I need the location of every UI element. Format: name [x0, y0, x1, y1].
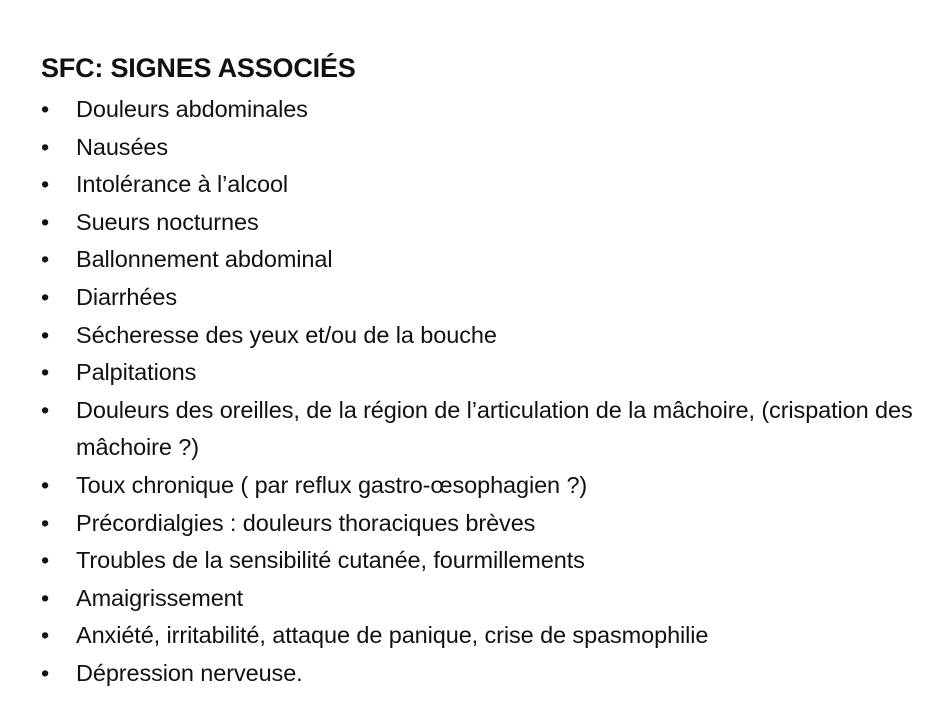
list-item-text: Dépression nerveuse. [76, 659, 303, 686]
bullet-marker: • [41, 659, 50, 686]
list-item [41, 392, 921, 467]
list-item [41, 655, 921, 693]
list-item-text: Douleurs abdominales [76, 96, 308, 122]
bullet-marker: • [41, 396, 50, 423]
list-item-text: Amaigrissement [76, 584, 244, 611]
bullet-marker: • [41, 509, 50, 536]
bullet-marker: • [41, 283, 50, 310]
bullet-marker: • [41, 622, 50, 649]
bullet-marker: • [41, 547, 50, 574]
list-item-text: Anxiété, irritabilité, attaque de panique, crise de spasmophilie [76, 622, 709, 649]
list-item [41, 505, 921, 543]
list-item [41, 580, 921, 618]
bullet-marker: • [41, 359, 50, 386]
list-item-text: Sueurs nocturnes [76, 208, 259, 235]
bullet-marker: • [41, 321, 50, 348]
list-item-text: Diarrhées [76, 283, 177, 310]
list-item [41, 166, 921, 204]
bullet-marker: • [41, 584, 50, 611]
list-item-text: Toux chronique ( par reflux gastro-œsophagien ?) [76, 471, 588, 498]
list-item [41, 467, 921, 505]
list-item-text: Palpitations [76, 359, 197, 386]
list-item [41, 129, 921, 167]
list-item-text: Troubles de la sensibilité cutanée, fourmillements [76, 547, 585, 574]
list-item [41, 354, 921, 392]
list-item-text: Précordialgies : douleurs thoraciques brèves [76, 509, 536, 536]
bullet-marker: • [41, 208, 50, 235]
list-item [41, 91, 921, 129]
list-item [41, 204, 921, 242]
bullet-list [41, 91, 921, 693]
list-item [41, 279, 921, 317]
list-item-text: Douleurs des oreilles, de la région de l’articulation de la mâchoire, (crispation des mâchoire ?) [76, 396, 913, 461]
bullet-marker: • [41, 96, 50, 122]
list-item [41, 617, 921, 655]
slide-title: SFC: SIGNES ASSOCIÉS [41, 53, 356, 83]
bullet-marker: • [41, 171, 50, 198]
list-item-text: Intolérance à l’alcool [76, 171, 289, 198]
list-item [41, 317, 921, 355]
list-item-text: Nausées [76, 133, 169, 160]
list-item [41, 542, 921, 580]
list-item-text: Sécheresse des yeux et/ou de la bouche [76, 321, 497, 348]
list-item-text: Ballonnement abdominal [76, 246, 333, 273]
list-item [41, 241, 921, 279]
bullet-marker: • [41, 246, 50, 273]
bullet-marker: • [41, 133, 50, 160]
bullet-marker: • [41, 471, 50, 498]
